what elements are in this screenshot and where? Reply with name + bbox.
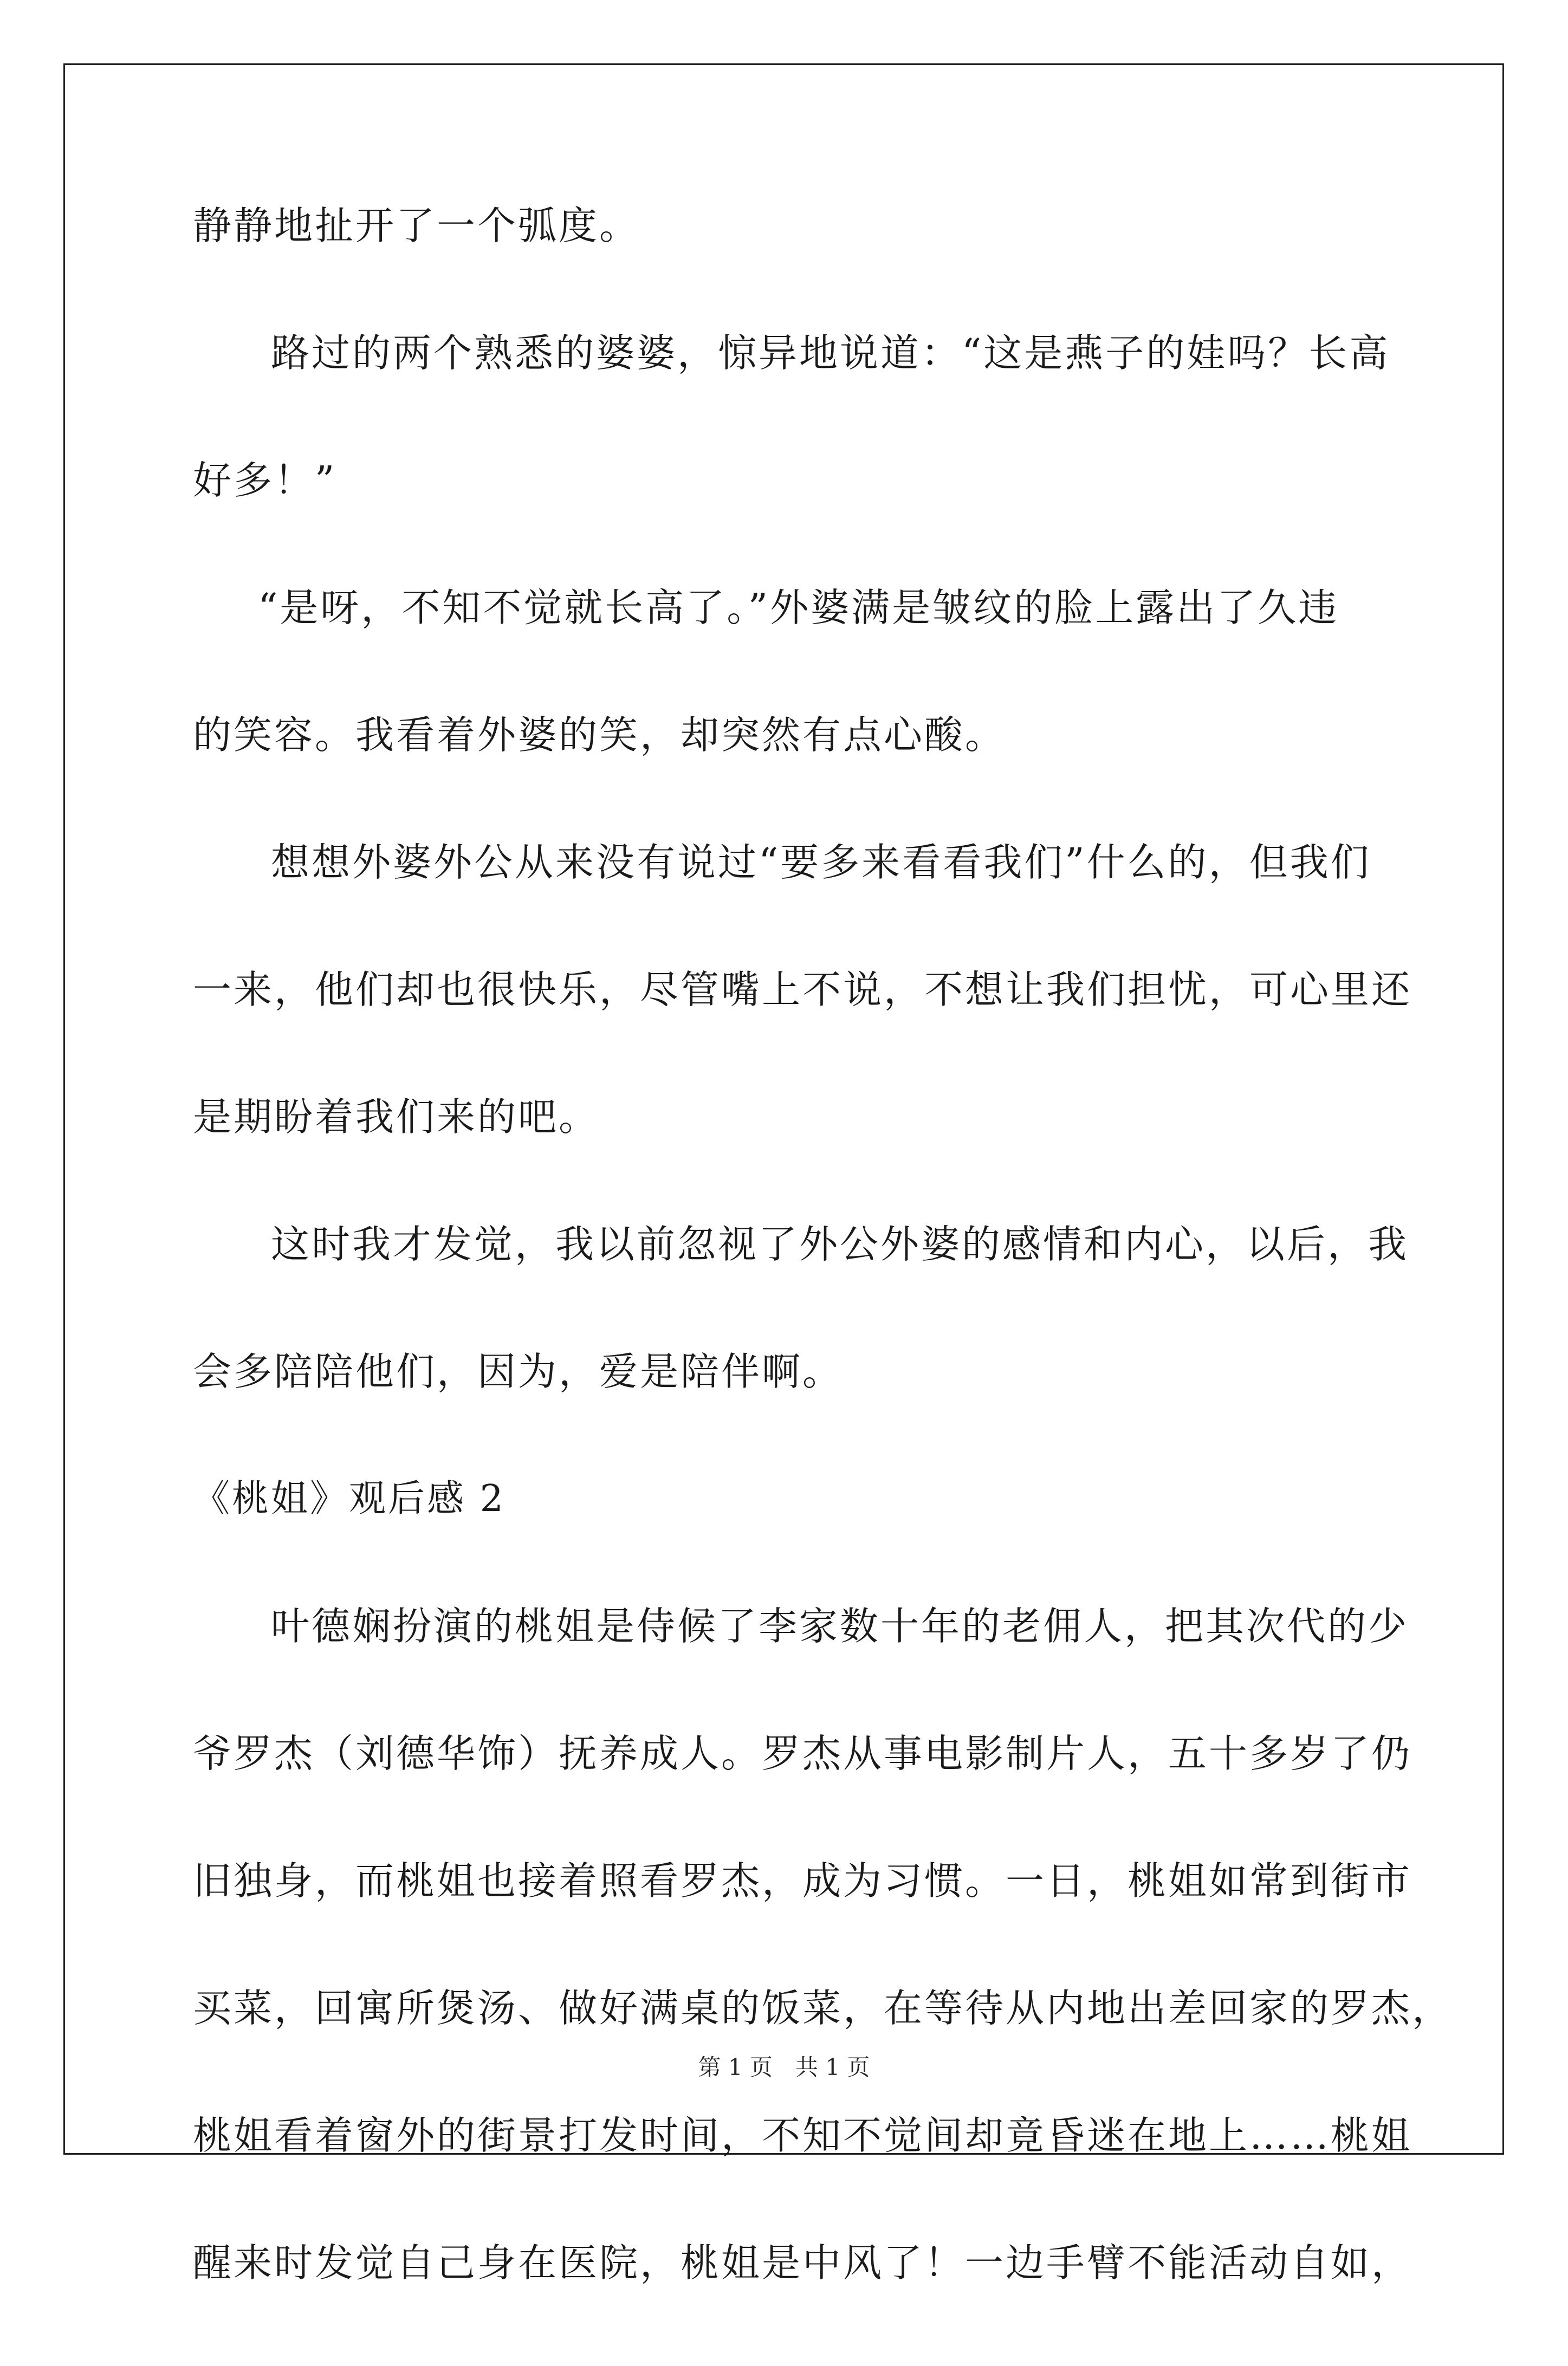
text-line: 旧独身，而桃姐也接着照看罗杰，成为习惯。一日，桃姐如常到街市 (193, 1858, 1413, 1903)
text-line: 好多！” (193, 458, 337, 503)
text-line: 买菜，回寓所煲汤、做好满桌的饭菜，在等待从内地出差回家的罗杰， (193, 1986, 1453, 2031)
text-line: 路过的两个熟悉的婆婆，惊异地说道：“这是燕子的娃吗？长高 (271, 330, 1390, 375)
text-line: 醒来时发觉自己身在医院，桃姐是中风了！一边手臂不能活动自如， (193, 2240, 1413, 2285)
document-body (193, 202, 1453, 2366)
text-line: 桃姐看着窗外的街景打发时间，不知不觉间却竟昏迷在地上……桃姐 (193, 2113, 1413, 2158)
section-title: 《桃姐》观后感 2 (193, 1477, 506, 1520)
text-line: 爷罗杰（刘德华饰）抚养成人。罗杰从事电影制片人，五十多岁了仍 (193, 1731, 1413, 1776)
text-line: 是期盼着我们来的吧。 (193, 1094, 600, 1139)
text-line: 想想外婆外公从来没有说过“要多来看看我们”什么的，但我们 (271, 840, 1371, 885)
text-line: 这时我才发觉，我以前忽视了外公外婆的感情和内心，以后，我 (271, 1222, 1409, 1267)
page-footer: 第 1 页 共 1 页 (698, 2054, 870, 2080)
text-line: 叶德娴扮演的桃姐是侍候了李家数十年的老佣人，把其次代的少 (271, 1604, 1409, 1649)
text-line: “是呀，不知不觉就长高了。”外婆满是皱纹的脸上露出了久违 (258, 585, 1339, 630)
text-line: 的笑容。我看着外婆的笑，却突然有点心酸。 (193, 712, 1006, 757)
text-line: 会多陪陪他们，因为，爱是陪伴啊。 (193, 1349, 844, 1394)
text-line: 静静地扯开了一个弧度。 (193, 203, 640, 248)
text-line: 一来，他们却也很快乐，尽管嘴上不说，不想让我们担忧，可心里还 (193, 967, 1413, 1012)
